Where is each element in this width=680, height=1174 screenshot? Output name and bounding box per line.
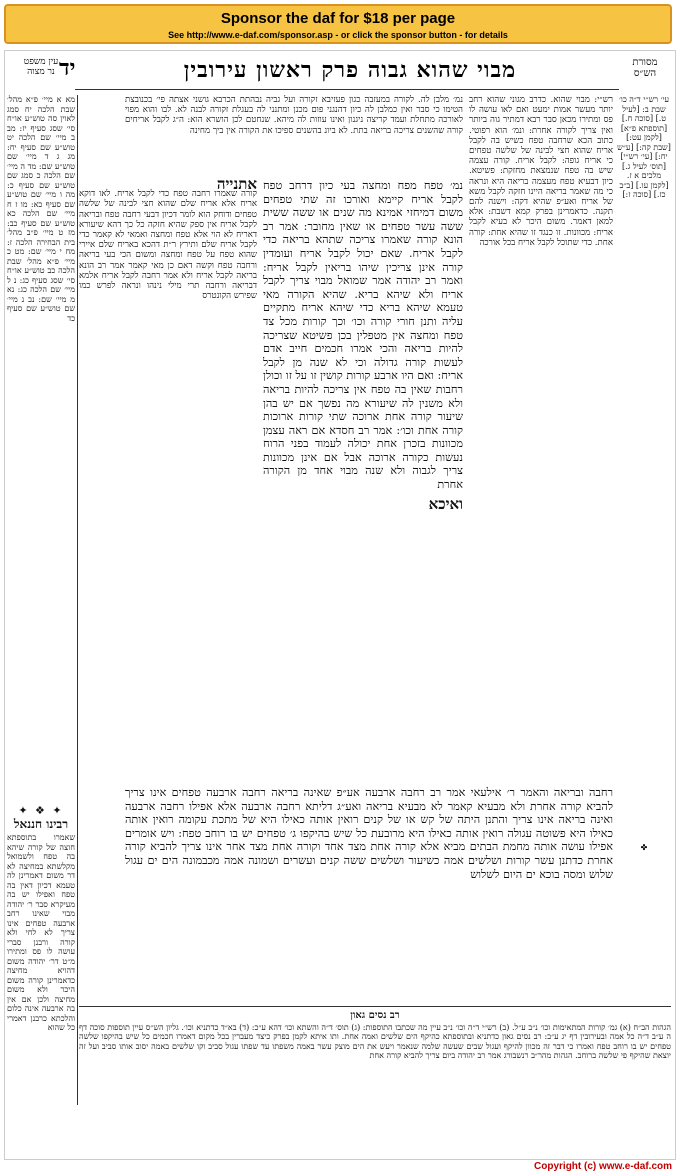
- margin-note: ✤: [640, 843, 648, 852]
- ein-mishpat-label: עין משפט נר מצוה: [23, 57, 59, 77]
- page-number: יד: [59, 55, 76, 81]
- sponsor-title: Sponsor the daf for $18 per page: [220, 10, 456, 27]
- sponsor-banner[interactable]: [4, 4, 672, 44]
- page-title: מבוי שהוא גבוה פרק ראשון עירובין: [183, 57, 517, 83]
- footnotes-text: הגהות הב״ח (א) גמ׳ קורות המתאימות וכו׳ נ״ב ע״ל. (ב) רש״י ד״ה וכו׳ נ״ב עיין מה שכתבו התוספות: (ג) תוס׳ ד״ה והשתא וכו׳ דהא ע״כ: (ד) בא״ד כדתניא וכו׳. גליון הש״ס עיין תוספות סוכה דף ה ע״ב ד״ה כל אמה ובעירובין דף יג ע״ב: רב נסים גאון כדתניא ובתוספתא כהיקף הים שלשים ואמה אחת. ותו איתא לקמן בפרק כיצד מעברין בכל מקום דאמרו חכמים כל שיש בהיקפו שלשה טפחים יש בו רוחב טפח ואמרו כי דבר זה מכוון להיקף ועגול שבים שעשה שלמה שנאמר ויעש את הים מוצק עשר באמה משפתו עד שפתו עגול סביב וקו שלשים באמה יסוב אותו סביב ועל זה יוצאת שהיקף פי שלשה ברוחב. הגהות מהר״ב רנשבורג אמר רב יהודה ביום צריך להביא קורה אחת: [79, 1022, 671, 1060]
- rashi-column: רש״י: מבוי שהוא. כדרב מגוני שהוא רחב יותר מעשר אמות ימעט ואם לאו עושה לו פס ומתירו מכאן סבר רבא דמתיר גוה ביותר ואין צריך לקורה אחרת: ונמ׳ הוא רפוטי. כתוב הכא שרחבה טפח כשיש בה לקבל אריח שהוא חצי לבינה של שלשה טפחים כי אריח גופה: לקבל אריח. קורה עצמה שיש בה טפח שנמצאת מחזקת: פשיטא. כיון דבעיא טפח מעצמה בריאה היא ונראה כי מה שאמר בריאה היינו חזקה לקבל משא של אריח ואע״פ שהיא דקה: וישנה להם תקנה. כדאמרינן בפרק קמא דשבת: אלא למאן דאמר. משום היכר לא בעיא לקבל אריח: מכוונות. זו כנגד זו שהיא אחת: קורה אחת. כדי שתוכל לקבל אריח בכל אורכה: [469, 95, 613, 248]
- masoret-column: עי׳ רש״י ד״ה כו׳ שבת ב: [לעיל ט.] [סוכה ח.] [תוספתא פ״א] [לקמן עט:] [שבת קה:] [ע״ש יח:] [עי׳ רש״י] [תוס׳ לעיל ג.] מלכים א ז. [לקמן עו.] [ב״ב כז.] [סוכה ז:]: [617, 95, 671, 199]
- rabbeinu-chananel-text: שאמרו בתוספתא חוצה של קורה שיהא בה טפח ולשמואל מקלשתא במחיצה לא דר משום דאמרינן לה טעמא דכיון דאין בה טפח ואפילו יש בה מעיקרא סבר ר׳ יהודה מבוי שאינו רחב ארבעה טפחים אינו צריך לא לחי ולא קורה ורבנן סברי עושה לו פס ומתירו מ״ט דר׳ יהודה משום דהויא מחיצה כדאמרינן קורה משום היכר ולא משום מחיצה ולכן אם אין בה ארבעה אינה כלום והלכתא כרבנן דאמרי כל שהוא: [7, 833, 75, 1032]
- ornament: ✦ ❖ ✦: [18, 806, 64, 817]
- tosafot-text: קורה שאמרו רחבה טפח כדי לקבל אריח. לאו דוקא אריח אלא אריח שלם שהוא חצי לבינה של שלשה טפחים ודוחק הוא לומר דכיון דבעי רחבה טפח ובריאה לקבל אריח אין ספק שהיא חזקה כל כך דהא שיעורא דאריח לא הוי אלא טפח ומחצה ואמאי לא קאמר כדי לקבל אריח שלם ותירץ ר״ת דהכא באריח שלם איירי שהוא טפח על טפח ומחצה ומשום הכי בעי בריאה ורחבה טפח וקשה דאם כן מאי קאמר אמר רב הונא בריאה לקבל אריח ולא אמר רחבה לקבל אריח אלמא דבריאה ורחבה תרי מילי נינהו ונראה לפרש כמו שפירש הקונטרס: [79, 189, 257, 302]
- bottom-heading: רב נסים גאון: [350, 1011, 400, 1021]
- gemara-main-column: [263, 179, 463, 779]
- header-rule: [75, 89, 619, 90]
- footnote-rule: [79, 1006, 671, 1007]
- sponsor-subtitle: See http://www.e-daf.com/sponsor.asp - or click the sponsor button - for details: [168, 30, 508, 40]
- left-rule: [77, 95, 78, 1105]
- section-heading-word: ואיכא: [428, 494, 463, 513]
- section-heading: [263, 494, 463, 513]
- ein-mishpat-column: מא א מיי׳ פ״א מהל׳ שבת הלכה יח סמג לאוין סה טוש״ע או״ח סי׳ שסג סעיף יז: מב ב מיי׳ שם הלכה יט טוש״ע שם סעיף יח: מג ג ד מיי׳ שם טוש״ע שם: מד ה מיי׳ שם הלכה כ סמג שם טוש״ע שם סעיף כ: מה ו מיי׳ שם טוש״ע שם סעיף כא: מו ז ח מיי׳ שם הלכה כא טוש״ע שם סעיף כב: מז ט מיי׳ פ״ב מהל׳ בית הבחירה הלכה ז: מח י מיי׳ שם: מט כ מיי׳ פ״א מהל׳ שבת הלכה כב טוש״ע או״ח סי׳ שסג סעיף כג: נ ל מיי׳ שם הלכה כג: נא מ מיי׳ שם: נב נ מיי׳ שם טוש״ע שם סעיף כד: [7, 95, 75, 323]
- inline-heading: אתנייה: [216, 179, 257, 193]
- copyright-link[interactable]: Copyright (c) www.e-daf.com: [534, 1161, 672, 1172]
- footnotes-block: [79, 1011, 671, 1156]
- gemara-main-text: נמ׳ טפח מפח ומחצה בעי כיון דרחב טפח לקבל אריח קיימא ואורכו זה שתי טפחים משום דמיחזי אמינא מה שנים או ששה ששית ששה עשר טפחים או שאין מחובר: אמר רב הונא קורה שאמרו צריכה שתהא בריאה כדי לקבל אריח. שאם יכול לקבל אריח ועומדין קורה אינן צריכין שיהו בריאין לקבל אריח: ואמר רב יהודה אמר שמואל מבוי צריך לקבל אריח ולא שיהא בריא. שהיא הקורה מאי טעמא שיהא בריא כדי שיהא אריח מתקיים עליה ותנן חורי קורה וכו׳ וכך קורות מכל צד טפח ומחצה אין מטפלין בכן פשיטא שצריכה להיות בריאה והכי אמרו חכמים חייב אדם לעשות קורה גדולה וכי לא שנה מן לקבל אריח: ואם היו ארבע קורות קושין זו על זו וכולן רחבות שאין בה טפח אין צריכה להיות בריאה ולא משנין לה שיעורא מה נפשך אם יש בהן שיעור קורה אחת ארוכה שתי קורות ארוכות קורה אחת וכו׳: אמר רב חסדא אם ראה עצמן מכוונות בזכרן אחת יכולה לעמוד בפני הרוח נעשות כקורה ארוכה אבל אם אינן מכוונות צריך לגבוה ולא שנה מבוי אחד מן הקורה אחרת: [263, 179, 463, 492]
- gemara-bottom-block: רחבה ובריאה והאמר ר׳ אילעאי אמר רב רחבה ארבעה אע״פ שאינה בריאה רחבה ארבעה טפחים אינו צריך להביא קורה אחרת ולא מבעיא קאמר לא מבעיא בריאה ואע״ג דליתא רחבה ארבעה אלא אפילו רחבה ארבעה ואינה בריאה אינו צריך והתנן היתה של קש או של קנים רואין אותה כאילו היא של מתכת עקומה רואין אותה כאילו היא פשוטה עגולה רואין אותה כאילו היא מרובעת כל שיש בהיקפו ג׳ טפחים יש בו רוחב טפח: ויש אומרים אפילו עושה אותה מחמת הבתים מביא אלא קורה אחת מצד אחד וקורה אחת מצד אחר אינו צריך להביא קורה אחרת כדתנן עשר קורות ושלשים אמה כשיעור ושלשים ששה קנים ועשרים ושמונה אמה מכבמונה הים ים עגול שלוש ומסה בוכא ים היום לשלוש: [125, 786, 613, 881]
- rabbeinu-chananel-title: רבינו חננאל: [13, 816, 69, 831]
- talmud-page: [4, 50, 676, 1160]
- tosafot-column: [79, 179, 257, 779]
- gemara-top-block: נמ׳ מלבן לה. לקורה במעזבה כגון פעזיבא זקורה ועל גביה נבהתת הכרבא גושני אצתה פי׳ בכנובצת הטימו כי סבר ואין כמלבן לה כיון דהנגני פום מכנן ומתנני לה בעגלת זקורה לבנה לא. לבו והוא מפוי לאורכה מתחלת ועמד קריצה ניגנון ואינו עוזות לה מיהא. שנחטם לכן הושרא הוא: ה״ג לקבל אריחים קורה שהשנים צריכה בריאה בתת. לא ביונ בהשנים ספיכו את הקורה אין ביך מחינה: [125, 95, 463, 136]
- rabbeinu-chananel-column: [7, 806, 75, 1106]
- page-header: [5, 55, 675, 89]
- masoret-label: מסורת הש״ס: [632, 57, 658, 79]
